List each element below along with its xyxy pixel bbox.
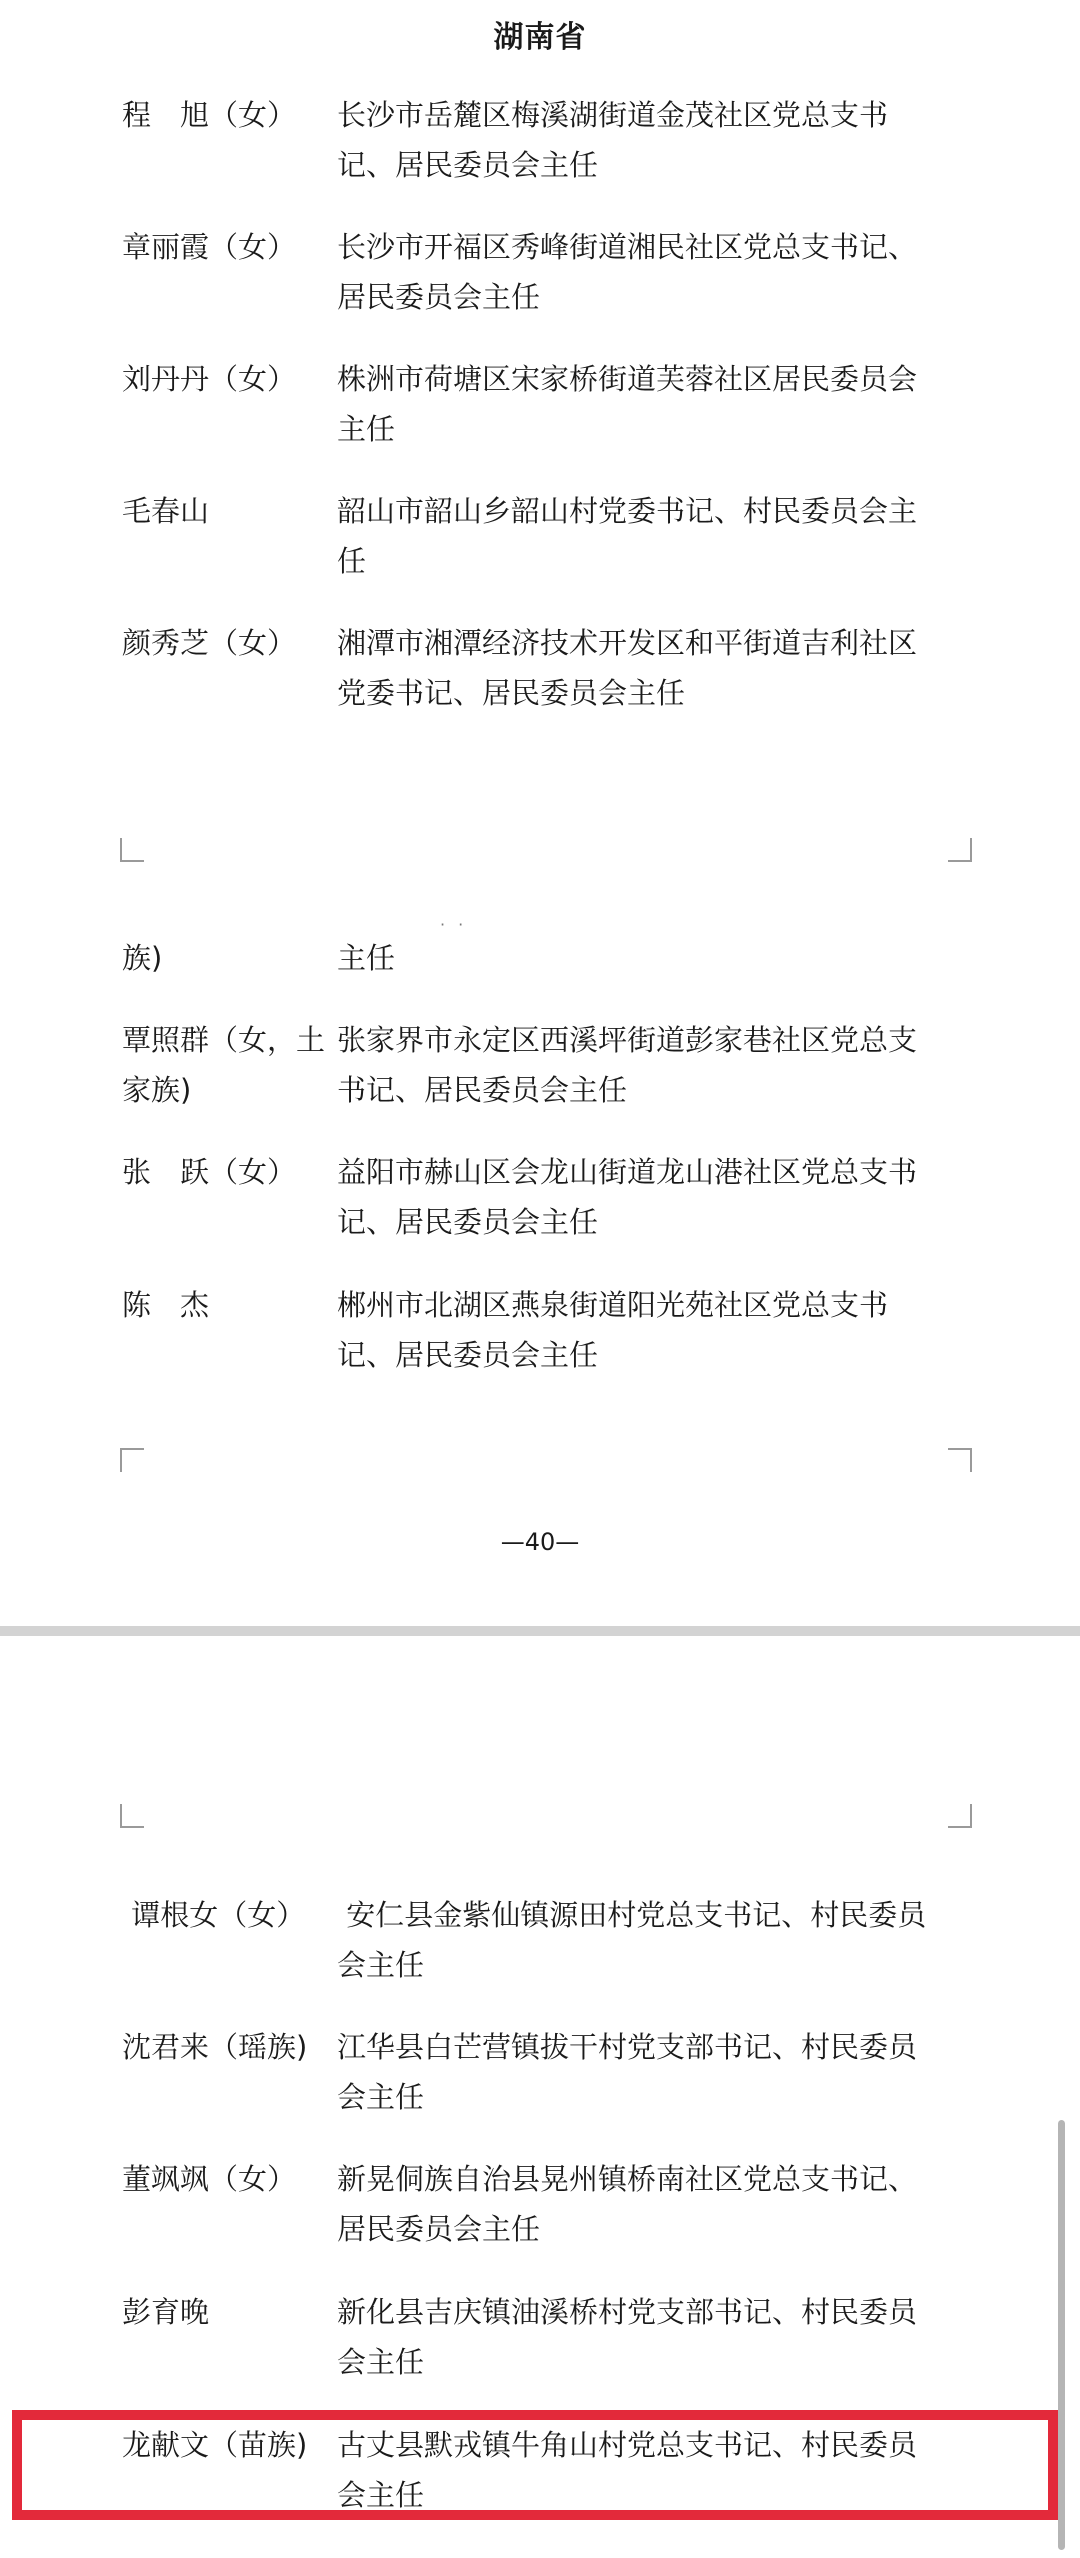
- person-position: 韶山市韶山乡韶山村党委书记、村民委员会主任: [337, 494, 918, 578]
- person-name: 彭育晚: [122, 2295, 210, 2329]
- person-position: 株洲市荷塘区宋家桥街道芙蓉社区居民委员会主任: [337, 362, 918, 446]
- crop-mark: [120, 1804, 144, 1828]
- person-name: 章丽霞（女）: [122, 230, 297, 264]
- person-position: 主任: [337, 941, 396, 975]
- crop-mark: [948, 838, 972, 862]
- person-position: 长沙市开福区秀峰街道湘民社区党总支书记、居民委员会主任: [337, 230, 918, 314]
- highlight-box: [12, 2410, 1058, 2520]
- person-position: 新晃侗族自治县晃州镇桥南社区党总支书记、居民委员会主任: [337, 2162, 918, 2246]
- person-name: 沈君来（瑶族): [122, 2030, 308, 2064]
- person-name: 颜秀芝（女）: [122, 626, 297, 660]
- person-name: 张 跃（女）: [122, 1155, 297, 1189]
- scrollbar[interactable]: [1058, 2120, 1065, 2550]
- person-name: 覃照群（女，土家族): [122, 1023, 326, 1107]
- person-name: 族): [122, 941, 163, 975]
- person-name: 董飒飒（女）: [122, 2162, 297, 2196]
- crop-mark: [120, 838, 144, 862]
- page-number: —40—: [500, 1528, 580, 1556]
- person-position: 安仁县金紫仙镇源田村党总支书记、村民委员会主任: [337, 1898, 927, 1982]
- person-position: 江华县白芒营镇拔干村党支部书记、村民委员会主任: [337, 2030, 918, 2114]
- person-position: 湘潭市湘潭经济技术开发区和平街道吉利社区党委书记、居民委员会主任: [337, 626, 918, 710]
- person-position: 长沙市岳麓区梅溪湖街道金茂社区党总支书记、居民委员会主任: [337, 98, 889, 182]
- crop-mark: [948, 1804, 972, 1828]
- person-position: 益阳市赫山区会龙山街道龙山港社区党总支书记、居民委员会主任: [337, 1155, 918, 1239]
- person-position: 郴州市北湖区燕泉街道阳光苑社区党总支书记、居民委员会主任: [337, 1288, 889, 1372]
- person-position: 古丈县默戎镇牛角山村党总支书记、村民委员会主任: [337, 2428, 918, 2512]
- person-name: 龙献文（苗族): [122, 2428, 308, 2462]
- province-heading: 湖南省: [493, 20, 587, 55]
- person-name: 程 旭（女）: [122, 98, 297, 132]
- crop-mark: [120, 1448, 144, 1472]
- person-position: 张家界市永定区西溪坪街道彭家巷社区党总支书记、居民委员会主任: [337, 1023, 918, 1107]
- crop-mark: [948, 1448, 972, 1472]
- person-name: 刘丹丹（女）: [122, 362, 297, 396]
- person-name: 毛春山: [122, 494, 210, 528]
- person-name: 谭根女（女）: [122, 1898, 306, 1932]
- crop-dots: · ·: [440, 915, 468, 934]
- person-position: 新化县吉庆镇油溪桥村党支部书记、村民委员会主任: [337, 2295, 918, 2379]
- person-name: 陈 杰: [122, 1288, 210, 1322]
- page-separator: [0, 1626, 1080, 1636]
